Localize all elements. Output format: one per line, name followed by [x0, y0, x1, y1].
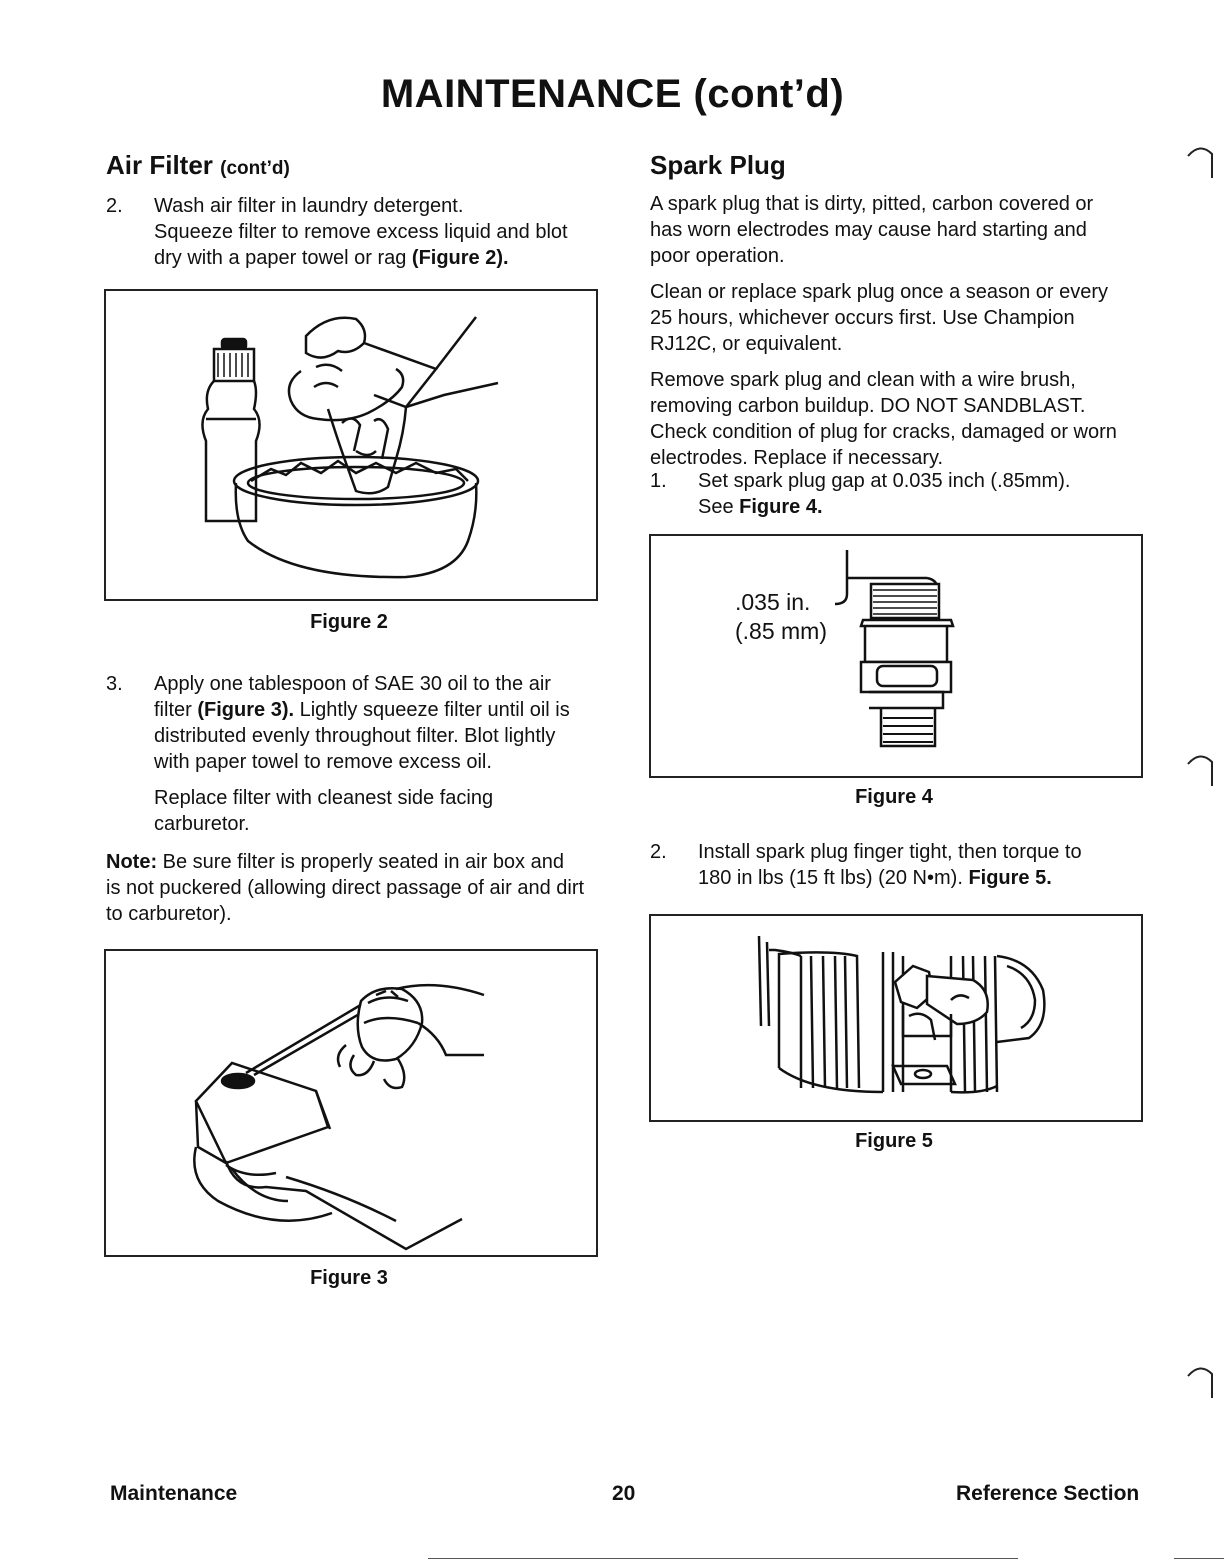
air-filter-heading-suffix: (cont’d) [220, 158, 290, 179]
note-label: Note: [106, 851, 158, 873]
text-line: Remove spark plug and clean with a wire brush, [650, 369, 1076, 391]
figure-2-illustration [104, 289, 598, 601]
binder-hole-mark [1186, 1360, 1216, 1400]
air-filter-heading-text: Air Filter [106, 150, 213, 180]
step-line: dry with a paper towel or rag [154, 247, 407, 269]
step-number: 2. [650, 841, 667, 863]
text-line: has worn electrodes may cause hard starting and [650, 219, 1087, 241]
figure-3-illustration [104, 949, 598, 1257]
spark-plug-install-drawing [651, 916, 1141, 1120]
air-filter-heading [106, 150, 290, 181]
text-line: Clean or replace spark plug once a season or every [650, 281, 1109, 303]
text-line: A spark plug that is dirty, pitted, carbon covered or [650, 193, 1094, 215]
step-line: Set spark plug gap at 0.035 inch (.85mm). [698, 470, 1071, 492]
figure-3-caption: Figure 3 [310, 1267, 388, 1289]
footer-page-number: 20 [612, 1482, 636, 1505]
spark-plug-step-2 [698, 839, 1148, 891]
step-number: 1. [650, 470, 667, 492]
step-line: distributed evenly throughout filter. Blot lightly [154, 725, 556, 747]
step-number: 2. [106, 195, 123, 217]
step-line: Squeeze filter to remove excess liquid and blot [154, 221, 568, 243]
scan-artifact-line [1174, 1558, 1224, 1559]
text-line: 25 hours, whichever occurs first. Use Champion [650, 307, 1075, 329]
footer-section-name: Maintenance [110, 1482, 238, 1505]
air-filter-step-3 [154, 671, 594, 837]
step-number: 3. [106, 673, 123, 695]
figure-5-illustration [649, 914, 1143, 1122]
washing-filter-drawing [106, 291, 596, 599]
step-line: 180 in lbs (15 ft lbs) (20 N•m). [698, 867, 963, 889]
figure-4-caption: Figure 4 [855, 786, 933, 808]
page-title: MAINTENANCE (cont’d) [380, 72, 845, 116]
note-line: is not puckered (allowing direct passage of air and dirt [106, 877, 585, 899]
spark-plug-step-1 [698, 468, 1148, 520]
air-filter-note [106, 849, 596, 927]
step-line: Install spark plug finger tight, then torque to [698, 841, 1082, 863]
figure-5-caption: Figure 5 [855, 1130, 933, 1152]
text-line: Check condition of plug for cracks, damaged or worn [650, 421, 1117, 443]
step-line: Apply one tablespoon of SAE 30 oil to the air [154, 673, 551, 695]
figure-2-reference: (Figure 2). [411, 247, 509, 269]
step-line: Wash air filter in laundry detergent. [154, 195, 464, 217]
note-line: Be sure filter is properly seated in air box and [157, 851, 564, 873]
note-line: to carburetor). [106, 903, 232, 925]
spark-plug-gap-drawing [651, 536, 1141, 776]
step-line: with paper towel to remove excess oil. [154, 751, 492, 773]
air-filter-step-2 [154, 193, 594, 271]
step-line: Lightly squeeze filter until oil is [294, 699, 570, 721]
scan-artifact-line [428, 1558, 1018, 1559]
step-line: See [698, 496, 734, 518]
binder-hole-mark [1186, 748, 1216, 788]
figure-4-reference: Figure 4. [739, 496, 823, 518]
binder-hole-mark [1186, 140, 1216, 180]
text-line: removing carbon buildup. DO NOT SANDBLAST. [650, 395, 1086, 417]
figure-2-caption: Figure 2 [310, 611, 388, 633]
footer-reference-section: Reference Section [956, 1482, 1140, 1505]
gap-millimeters: (.85 mm) [735, 618, 827, 644]
figure-4-illustration [649, 534, 1143, 778]
spark-plug-heading: Spark Plug [650, 150, 786, 180]
text-line: electrodes. Replace if necessary. [650, 447, 944, 469]
oiling-filter-drawing [106, 951, 596, 1255]
figure-5-reference: Figure 5. [968, 867, 1052, 889]
spark-plug-intro [650, 191, 1150, 471]
step-line: filter [154, 699, 192, 721]
text-line: RJ12C, or equivalent. [650, 333, 843, 355]
gap-inches: .035 in. [735, 589, 811, 615]
step-line: Replace filter with cleanest side facing [154, 787, 494, 809]
text-line: poor operation. [650, 245, 785, 267]
step-line: carburetor. [154, 813, 250, 835]
figure-3-reference: (Figure 3). [197, 699, 295, 721]
